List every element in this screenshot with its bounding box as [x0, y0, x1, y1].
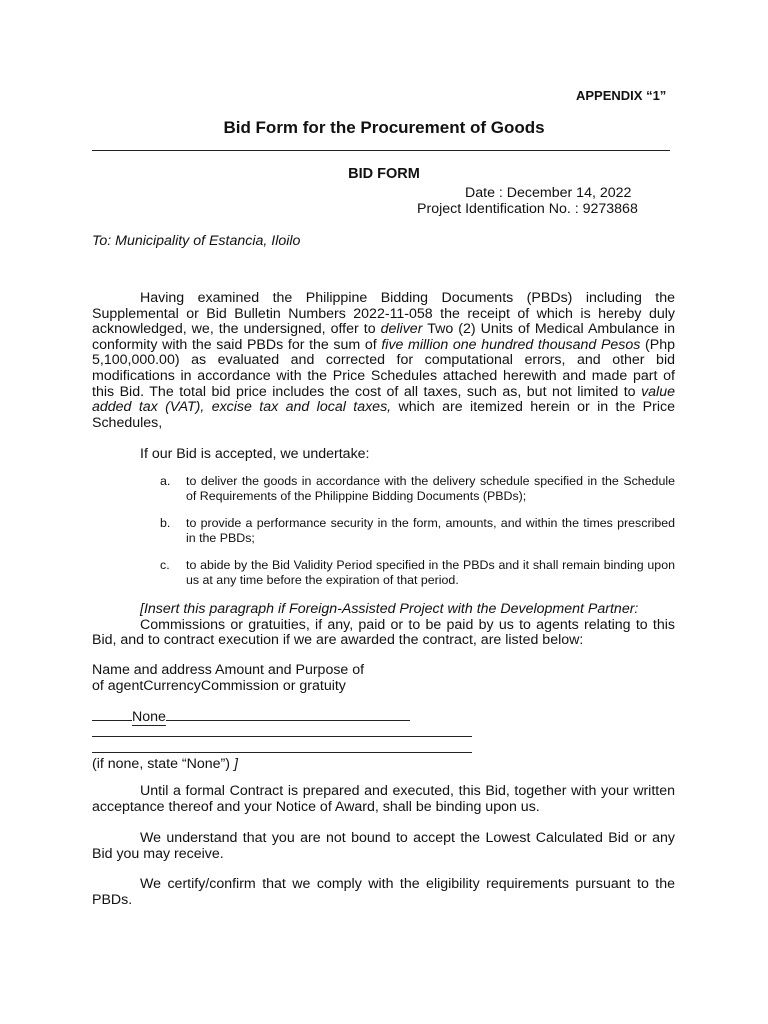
offer-text-2: Two (2) Units of Medical Ambulance in conformity with the said PBDs for the sum of [92, 321, 675, 353]
title-divider [92, 150, 670, 151]
offer-text-4: which are itemized herein or in the Price Schedules, [92, 399, 675, 431]
date-line: Date : December 14, 2022 [465, 185, 632, 201]
insert-note: [Insert this paragraph if Foreign-Assisted Project with the Development Partner: [140, 601, 639, 617]
list-marker: a. [160, 474, 171, 488]
appendix-label: APPENDIX “1” [576, 88, 667, 103]
offer-taxes: value added tax (VAT), excise tax and local taxes, [92, 383, 675, 416]
none-value: None [132, 709, 166, 725]
list-marker: c. [160, 558, 170, 572]
commissions-header-1: Name and address Amount and Purpose of [92, 662, 365, 678]
document-title: Bid Form for the Procurement of Goods [223, 118, 545, 137]
addressee: To: Municipality of Estancia, Iloilo [92, 233, 301, 249]
list-item [160, 474, 675, 503]
binding-text: Until a formal Contract is prepared and executed, this Bid, together with your written acceptance thereof and your Notice of Award, shall be binding upon us. [92, 783, 675, 815]
offer-text-1: Having examined the Philippine Bidding Documents (PBDs) including the Supplemental or Bid Bulletin Numbers 2022-11-058 the receipt of which is hereby duly acknowledged, we, the undersigned, offer to [92, 290, 675, 338]
offer-amount-words: five million one hundred thousand Pesos [381, 336, 641, 353]
if-none-text: (if none, state “None”) [92, 756, 234, 772]
if-none-note [92, 756, 238, 772]
closing-bracket: ] [233, 756, 238, 772]
binding-paragraph [92, 784, 675, 815]
lowest-bid-paragraph [92, 831, 675, 862]
blank-entry-line [92, 736, 472, 737]
commissions-paragraph [92, 602, 675, 649]
commission-entry [92, 709, 410, 726]
blank-entry-line [92, 752, 472, 753]
offer-deliver: deliver [380, 321, 423, 338]
commissions-text: Commissions or gratuities, if any, paid or to be paid by us to agents relating to this Bid, and to contract execution if we are awarded the contract, are listed below: [92, 616, 675, 649]
eligibility-text: We certify/confirm that we comply with the eligibility requirements pursuant to the PBDs. [92, 876, 675, 908]
list-item [160, 558, 675, 587]
form-heading: BID FORM [348, 166, 420, 182]
offer-paragraph [92, 291, 675, 431]
list-item-text: to provide a performance security in the form, amounts, and within the times prescribed in the PBDs; [186, 516, 675, 545]
list-item-text: to abide by the Bid Validity Period specified in the PBDs and it shall remain binding upon us at any time before the expiration of that period. [186, 558, 675, 587]
undertakings-list [160, 474, 675, 600]
list-marker: b. [160, 516, 171, 530]
list-item [160, 516, 675, 545]
offer-text-3: (Php 5,100,000.00) as evaluated and corrected for computational errors, and other bid modifications in accordance with the Price Schedules attached herewith and made part of this Bid. The total bid price includes the cost of all taxes, such as, but not limited to [92, 336, 675, 400]
list-item-text: to deliver the goods in accordance with the delivery schedule specified in the Schedule of Requirements of the Philippine Bidding Documents (PBDs); [186, 474, 675, 503]
lowest-bid-text: We understand that you are not bound to accept the Lowest Calculated Bid or any Bid you may receive. [92, 830, 675, 862]
commissions-header-2: of agentCurrencyCommission or gratuity [92, 678, 346, 694]
eligibility-paragraph [92, 877, 675, 908]
project-id-line: Project Identification No. : 9273868 [417, 201, 638, 217]
undertake-intro: If our Bid is accepted, we undertake: [140, 446, 370, 462]
